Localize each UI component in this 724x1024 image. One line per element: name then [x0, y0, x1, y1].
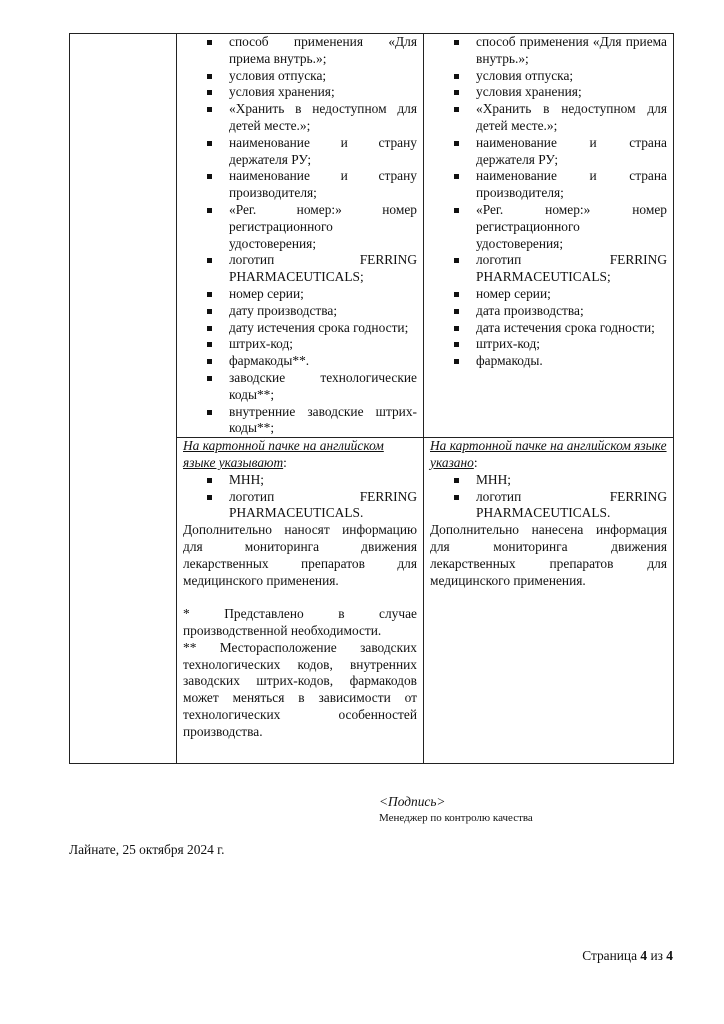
- list-item: логотип FERRING PHARMACEUTICALS.: [183, 489, 417, 523]
- proposed-items-list: [430, 34, 667, 370]
- list-item: номер серии;: [183, 286, 417, 303]
- list-item: наименование и страну производителя;: [183, 168, 417, 202]
- list-item: способ применения «Для приема внутрь.»;: [430, 34, 667, 68]
- list-item: дата производства;: [430, 303, 667, 320]
- english-items-list: [183, 472, 417, 522]
- cell-heading: На картонной пачке на английском языке указано:: [430, 438, 667, 470]
- list-item: логотип FERRING PHARMACEUTICALS.: [430, 489, 667, 523]
- list-item: внутренние заводские штрих-коды**;: [183, 404, 417, 438]
- footnote-2: ** Месторасположение заводских технологических кодов, внутренних заводских штрих-кодов, фармакодов может меняться в зависимости от технологических особенностей производства.: [183, 639, 417, 739]
- list-item: «Рег. номер:» номер регистрационного удостоверения;: [183, 202, 417, 252]
- list-item: «Рег. номер:» номер регистрационного удостоверения;: [430, 202, 667, 252]
- list-item: «Хранить в недоступном для детей месте.»;: [183, 101, 417, 135]
- list-item: условия хранения;: [183, 84, 417, 101]
- list-item: штрих-код;: [183, 336, 417, 353]
- list-item: дату производства;: [183, 303, 417, 320]
- list-item: логотип FERRING PHARMACEUTICALS;: [183, 252, 417, 286]
- page-number: Страница 4 из 4: [582, 948, 673, 963]
- list-item: наименование и страну держателя РУ;: [183, 135, 417, 169]
- comparison-table: [69, 33, 674, 764]
- proposed-english-cell: [424, 438, 674, 764]
- list-item: условия отпуска;: [183, 68, 417, 85]
- list-item: штрих-код;: [430, 336, 667, 353]
- list-item: условия хранения;: [430, 84, 667, 101]
- signature-block: [379, 794, 533, 824]
- list-item: «Хранить в недоступном для детей месте.»;: [430, 101, 667, 135]
- list-item: фармакоды.: [430, 353, 667, 370]
- table-row: [70, 34, 674, 438]
- list-item: наименование и страна производителя;: [430, 168, 667, 202]
- list-item: дата истечения срока годности;: [430, 320, 667, 337]
- list-item: наименование и страна держателя РУ;: [430, 135, 667, 169]
- list-item: способ применения «Для приема внутрь.»;: [183, 34, 417, 68]
- proposed-text-cell: [424, 34, 674, 438]
- list-item: условия отпуска;: [430, 68, 667, 85]
- current-text-cell: [177, 34, 424, 438]
- list-item: МНН;: [183, 472, 417, 489]
- signature-placeholder: <Подпись>: [379, 794, 446, 809]
- list-item: логотип FERRING PHARMACEUTICALS;: [430, 252, 667, 286]
- current-items-list: [183, 34, 417, 437]
- list-item: фармакоды**.: [183, 353, 417, 370]
- current-english-cell: [177, 438, 424, 764]
- list-item: МНН;: [430, 472, 667, 489]
- list-item: дату истечения срока годности;: [183, 320, 417, 337]
- footnote-1: * Представлено в случае производственной необходимости.: [183, 606, 417, 639]
- list-item: заводские технологические коды**;: [183, 370, 417, 404]
- english-items-list: [430, 472, 667, 522]
- list-item: номер серии;: [430, 286, 667, 303]
- signatory-role: Менеджер по контролю качества: [379, 812, 533, 824]
- empty-cell: [70, 34, 177, 764]
- monitoring-paragraph: Дополнительно нанесена информация для мониторинга движения лекарственных препаратов для медицинского применения.: [430, 522, 667, 588]
- cell-heading: На картонной пачке на английском языке указывают:: [183, 438, 384, 470]
- place-date: Лайнате, 25 октября 2024 г.: [69, 842, 225, 857]
- monitoring-paragraph: Дополнительно наносят информацию для мониторинга движения лекарственных препаратов для медицинского применения.: [183, 522, 417, 588]
